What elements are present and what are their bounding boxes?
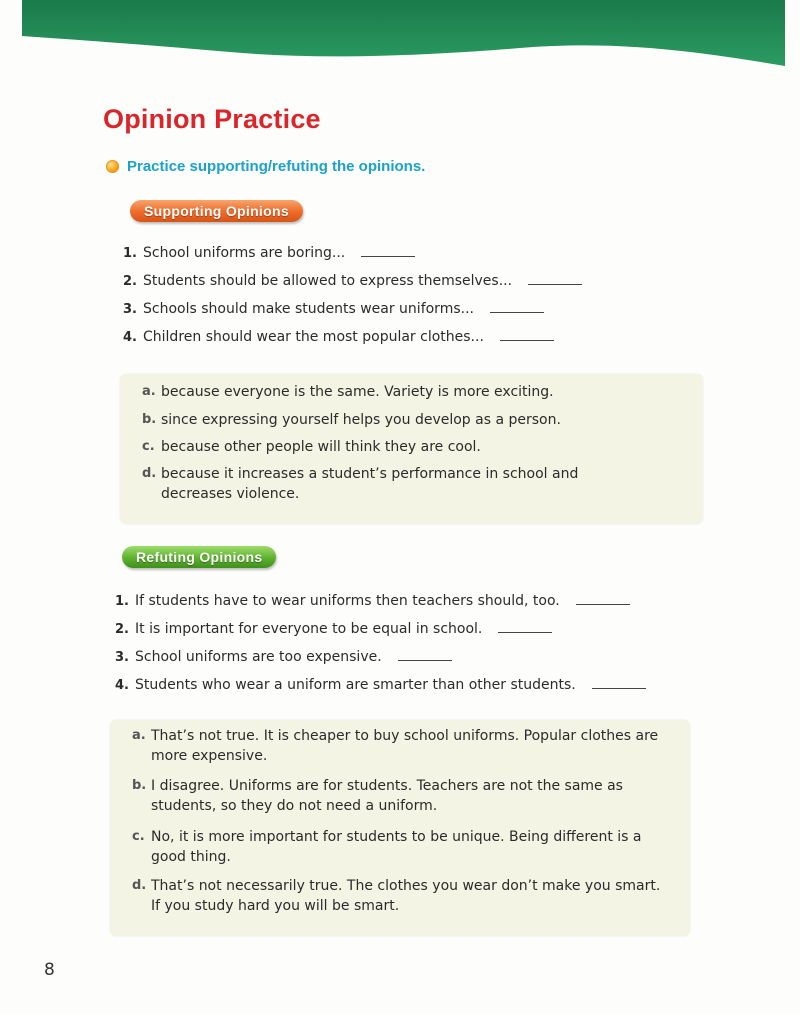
list-item [123,245,582,273]
list-item [123,329,582,357]
list-item [115,593,646,621]
refuting-opinions-label: Refuting Opinions [122,546,276,568]
list-item [115,677,646,705]
option-c [132,827,672,867]
option-letter: c. [142,439,155,454]
item-text: School uniforms are too expensive. [135,649,382,665]
option-text: No, it is more important for students to be unique. Being different is a good thing. [151,829,642,865]
item-text: It is important for everyone to be equal in school. [135,621,483,637]
answer-blank[interactable] [528,274,582,285]
option-letter: c. [132,829,145,844]
option-d [132,876,662,916]
orange-bullet-icon [106,160,119,173]
supporting-options-box [120,374,703,524]
option-letter: d. [142,466,157,481]
option-a [132,726,667,766]
item-number: 1. [123,246,137,261]
item-number: 4. [123,330,137,345]
answer-blank[interactable] [592,678,646,689]
option-text: because everyone is the same. Variety is more exciting. [161,384,554,400]
option-letter: b. [142,412,157,427]
item-text: Children should wear the most popular clothes... [143,329,484,345]
top-banner [0,0,800,80]
option-d [142,464,642,504]
option-b [132,776,677,816]
option-text: since expressing yourself helps you develop as a person. [161,412,561,428]
item-number: 1. [115,594,129,609]
page-title: Opinion Practice [103,104,321,134]
item-text: Students should be allowed to express themselves... [143,273,513,289]
item-number: 4. [115,678,129,693]
supporting-opinions-list [123,245,582,357]
option-letter: a. [132,728,146,743]
option-text: because other people will think they are cool. [161,439,481,455]
item-number: 2. [123,274,137,289]
answer-blank[interactable] [398,650,452,661]
item-text: Students who wear a uniform are smarter than other students. [135,677,576,693]
item-text: School uniforms are boring... [143,245,346,261]
supporting-opinions-label: Supporting Opinions [130,200,303,222]
item-number: 2. [115,622,129,637]
item-text: If students have to wear uniforms then teachers should, too. [135,593,560,609]
answer-blank[interactable] [361,246,415,257]
option-letter: a. [142,384,156,399]
option-text: That’s not true. It is cheaper to buy school uniforms. Popular clothes are more expensive. [151,728,659,764]
answer-blank[interactable] [500,330,554,341]
option-a [142,382,682,402]
refuting-options-box [110,720,690,936]
option-text: That’s not necessarily true. The clothes you wear don’t make you smart. If you study hard you will be smart. [151,878,661,914]
list-item [123,301,582,329]
option-b [142,410,682,430]
option-c [142,437,682,457]
item-number: 3. [115,650,129,665]
answer-blank[interactable] [490,302,544,313]
item-number: 3. [123,302,137,317]
instruction-text: Practice supporting/refuting the opinions. [127,158,426,175]
refuting-opinions-list [115,593,646,705]
list-item [123,273,582,301]
page-number: 8 [44,960,55,980]
list-item [115,649,646,677]
option-letter: d. [132,878,147,893]
option-letter: b. [132,778,147,793]
item-text: Schools should make students wear uniforms... [143,301,474,317]
answer-blank[interactable] [498,622,552,633]
option-text: because it increases a student’s performance in school and decreases violence. [161,466,579,502]
answer-blank[interactable] [576,594,630,605]
option-text: I disagree. Uniforms are for students. Teachers are not the same as students, so they do not need a uniform. [151,778,623,814]
instruction [106,158,425,175]
list-item [115,621,646,649]
